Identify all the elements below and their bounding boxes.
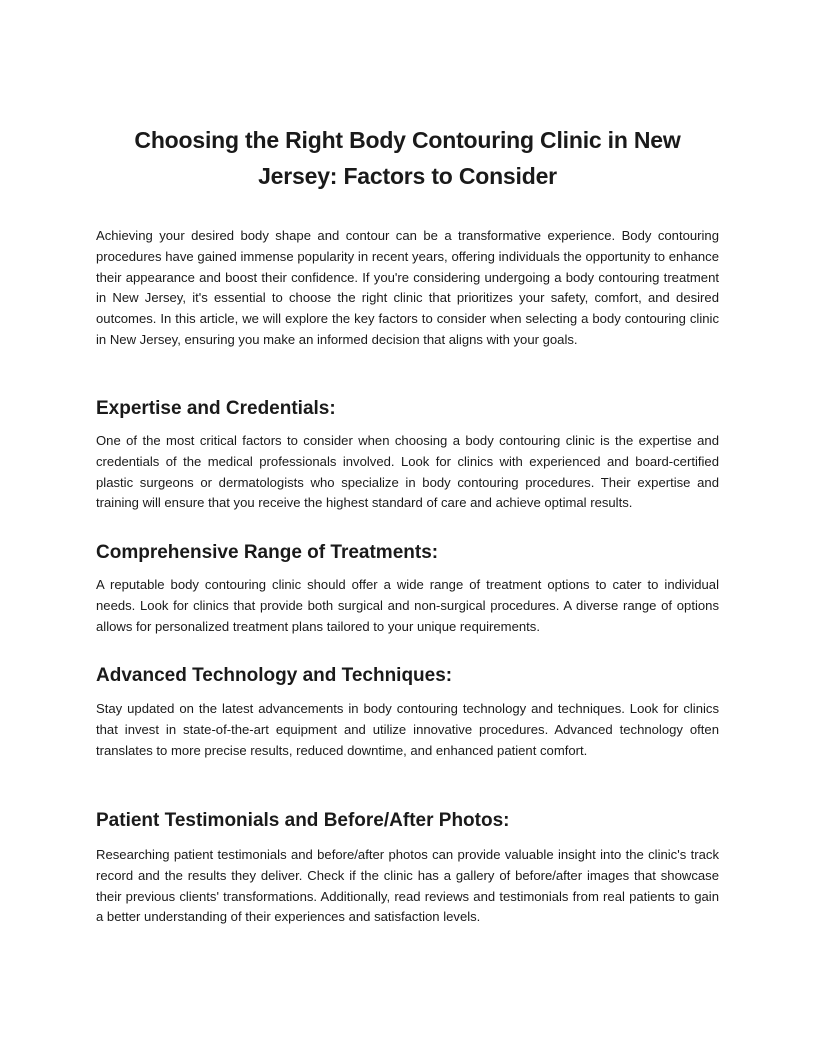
section-body-technology: Stay updated on the latest advancements in body contouring technology and techniques. Look for clinics that invest in state-of-the-art equipment and utilize innovative procedures. Advanced technology often translates to more precise results, reduced downtime, and enhanced patient comfort. (96, 701, 719, 758)
page-title: Choosing the Right Body Contouring Clinic in New Jersey: Factors to Consider (134, 127, 681, 189)
section-body-testimonials: Researching patient testimonials and before/after photos can provide valuable insight into the clinic's track record and the results they deliver. Check if the clinic has a gallery of before/after images that showcase their previous clients' transformations. Additionally, read reviews and testimonials from real patients to gain a better understanding of their experiences and satisfaction levels. (96, 847, 719, 925)
section-heading-testimonials: Patient Testimonials and Before/After Photos: (96, 810, 510, 831)
section-heading-expertise: Expertise and Credentials: (96, 398, 336, 419)
intro-paragraph: Achieving your desired body shape and contour can be a transformative experience. Body contouring procedures have gained immense popularity in recent years, offering individuals the opportunity to enhance their appearance and boost their confidence. If you're considering undergoing a body contouring treatment in New Jersey, it's essential to choose the right clinic that prioritizes your safety, comfort, and desired outcomes. In this article, we will explore the key factors to consider when selecting a body contouring clinic in New Jersey, ensuring you make an informed decision that aligns with your goals. (96, 228, 719, 347)
section-heading-technology: Advanced Technology and Techniques: (96, 665, 453, 686)
section-body-expertise: One of the most critical factors to consider when choosing a body contouring clinic is the expertise and credentials of the medical professionals involved. Look for clinics with experienced and board-certified plastic surgeons or dermatologists who specialize in body contouring procedures. Their expertise and training will ensure that you receive the highest standard of care and achieve optimal results. (96, 433, 719, 511)
section-body-treatments: A reputable body contouring clinic should offer a wide range of treatment options to cater to individual needs. Look for clinics that provide both surgical and non-surgical procedures. A diverse range of options allows for personalized treatment plans tailored to your unique requirements. (96, 577, 719, 634)
section-heading-treatments: Comprehensive Range of Treatments: (96, 542, 439, 563)
